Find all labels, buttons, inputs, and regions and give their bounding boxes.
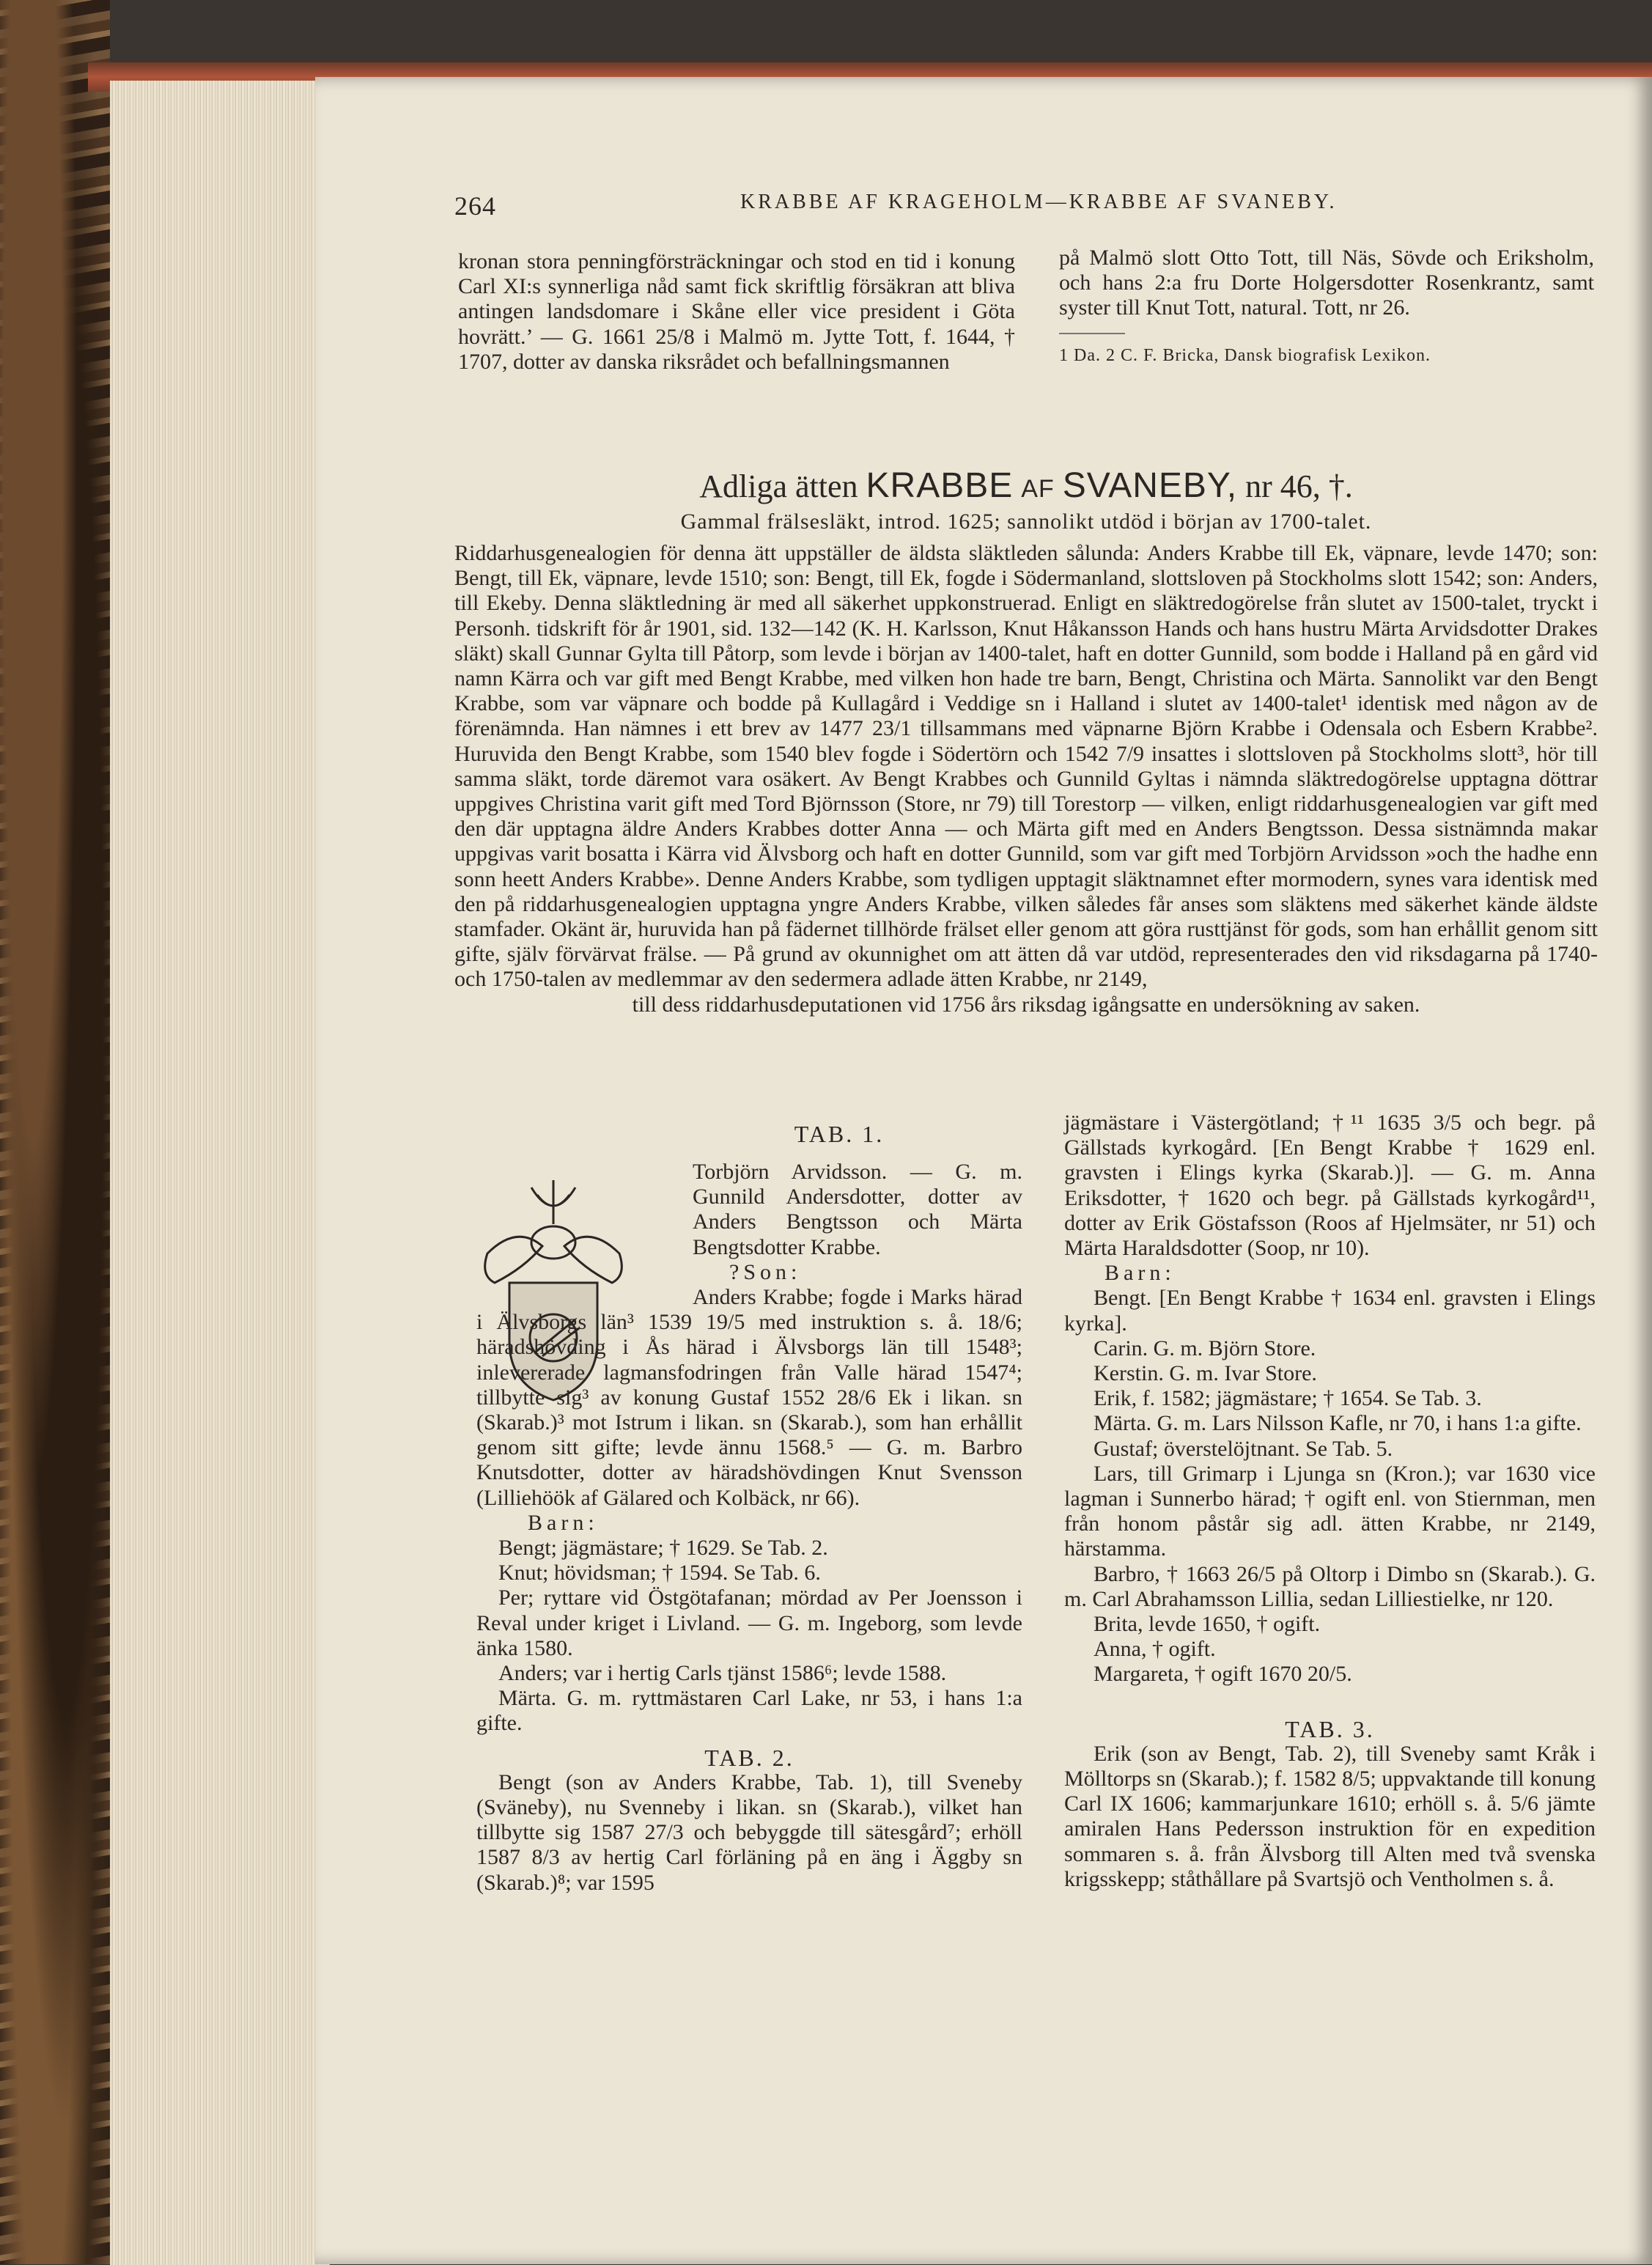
right-child-9: Brita, levde 1650, † ogift. [1094, 1612, 1321, 1637]
family-title [454, 465, 1598, 509]
tab2-intro: Bengt (son av Anders Krabbe, Tab. 1), till Sveneby (Sväneby), nu Svenneby i likan. sn (Skarab.), vilket han tillbytte sig 1587 27/3 och bebyggde till sätesgård⁷; erhöll 1587 8/3 av hertig Carl förläning på en äng i Äggby sn (Skarab.)⁸; var 1595 [476, 1769, 1022, 1895]
tab2-title: TAB. 2. [704, 1744, 794, 1771]
running-head: KRABBE AF KRAGEHOLM—KRABBE AF SVANEBY. [740, 191, 1338, 213]
tab1-anders: Anders Krabbe; fogde i Marks härad i Älvsborgs län³ 1539 19/5 med instruktion s. å. 18/6; häradshövding i Ås härad i Älvsborgs län till 1548³; inlevererade lagmansfodringen från Valle härad 1547⁴; tillbytte sig³ av konung Gustaf 1552 28/6 Ek i likan. sn (Skarab.)³ mot Istrum i likan. sn (Skarab.), som han erhållit genom sitt gifte; levde ännu 1568.⁵ — G. m. Barbro Knutsdotter, dotter av häradshövdingen Knut Svensson (Lilliehöök af Gälared och Kolbäck, nr 66). [476, 1285, 1022, 1510]
right-child-1: Bengt. [En Bengt Krabbe † 1634 enl. gravsten i Elings kyrka]. [1064, 1286, 1596, 1336]
top-left-column [458, 249, 1015, 375]
title-af: AF [1021, 475, 1055, 503]
book-binding [0, 0, 110, 2264]
family-subtitle: Gammal frälsesläkt, introd. 1625; sannolikt utdöd i början av 1700-talet. [680, 509, 1372, 534]
page-stack-edges [110, 81, 330, 2265]
tab1-son-label: ?Son: [729, 1259, 802, 1284]
top-right-text: på Malmö slott Otto Tott, till Näs, Sövde och Eriksholm, och hans 2:a fru Dorte Holgersdotter Rosenkrantz, samt syster till Knut Tott, natural. Tott, nr 26. [1059, 246, 1594, 320]
title-suffix: nr 46, †. [1245, 468, 1353, 504]
tab1-child-4: Anders; var i hertig Carls tjänst 1586⁶; levde 1588. [498, 1661, 947, 1686]
intro-paragraph [454, 541, 1598, 1017]
top-left-text: kronan stora penningförsträckningar och stod en tid i konung Carl XI:s synnerliga nåd samt fick skriftlig försäkran att bliva antingen landsdomare i Skåne eller vice president i Göta hovrätt.’ — G. 1661 25/8 i Malmö m. Jytte Tott, f. 1644, † 1707, dotter av danska riksrådet och befallningsmannen [458, 249, 1015, 374]
tab1-head-column [656, 1122, 1022, 1146]
page-number: 264 [454, 191, 496, 221]
right-child-11: Margareta, † ogift 1670 20/5. [1094, 1662, 1352, 1687]
tab1-column [476, 1160, 1022, 1896]
tab1-child-1: Bengt; jägmästare; † 1629. Se Tab. 2. [498, 1536, 828, 1561]
tab1-barn-label: Barn: [528, 1510, 599, 1535]
right-child-4: Erik, f. 1582; jägmästare; † 1654. Se Tab. 3. [1094, 1386, 1482, 1411]
right-child-3: Kerstin. G. m. Ivar Store. [1094, 1361, 1317, 1386]
title-prefix: Adliga ätten [699, 468, 858, 504]
right-child-8: Barbro, † 1663 26/5 på Oltorp i Dimbo sn (Skarab.). G. m. Carl Abrahamsson Lillia, sedan Lilliestielke, nr 120. [1064, 1561, 1596, 1611]
footnote-rule [1059, 333, 1125, 334]
right-intro: jägmästare i Västergötland; †¹¹ 1635 3/5 och begr. på Gällstads kyrkogård. [En Bengt Krabbe † 1629 enl. gravsten i Elings kyrka (Skarab.)]. — G. m. Anna Eriksdotter, † 1620 och begr. på Gällstads kyrkogård¹¹, dotter av Erik Göstafsson (Roos af Hjelmsäter, nr 51) och Märta Haraldsdotter (Soop, nr 10). [1064, 1111, 1596, 1261]
right-child-5: Märta. G. m. Lars Nilsson Kafle, nr 70, i hans 1:a gifte. [1094, 1411, 1582, 1436]
tab3-title: TAB. 3. [1285, 1715, 1375, 1742]
right-barn-label: Barn: [1105, 1261, 1176, 1286]
right-child-2: Carin. G. m. Björn Store. [1094, 1336, 1316, 1360]
title-name: KRABBE [866, 466, 1014, 505]
top-right-column [1059, 246, 1594, 368]
intro-last-line: till dess riddarhusdeputationen vid 1756 års riksdag igångsatte en undersökning av saken. [632, 992, 1420, 1017]
tab1-intro: Torbjörn Arvidsson. — G. m. Gunnild Andersdotter, dotter av Anders Bengtsson och Märta Bengtsdotter Krabbe. [693, 1160, 1022, 1259]
tab1-child-5: Märta. G. m. ryttmästaren Carl Lake, nr 53, i hans 1:a gifte. [476, 1686, 1022, 1736]
right-child-7: Lars, till Grimarp i Ljunga sn (Kron.); var 1630 vice lagman i Sunnerbo härad; † ogift enl. von Stiernman, men från honom påstår sig adl. ätten Krabbe, nr 2149, härstamma. [1064, 1461, 1596, 1561]
title-name2: SVANEBY, [1062, 466, 1238, 505]
tab3-intro: Erik (son av Bengt, Tab. 2), till Sveneby samt Kråk i Mölltorps sn (Skarab.); f. 1582 8/5; uppvaktande till konung Carl IX 1606; kammarjunkare 1610; erhöll s. å. 5/6 jämte amiralen Hans Pedersson instruktion för en expedition sommaren s. å. från Älvsborg till Alten med två svenska krigsskepp; ståthållare på Svartsjö och Ventholmen s. å. [1064, 1741, 1596, 1891]
intro-text: Riddarhusgenealogien för denna ätt uppställer de äldsta släktleden sålunda: Anders Krabbe till Ek, väpnare, levde 1470; son: Bengt, till Ek, väpnare, levde 1510; son: Bengt, till Ek, fogde i Södermanland, slottsloven på Stockholms slott 1542; son: Anders, till Ekeby. Denna släktledning är med all säkerhet uppkonstruerad. Enligt en släktredogörelse från slutet av 1500-talet, tryckt i Personh. tidskrift för år 1901, sid. 132—142 (K. H. Karlsson, Knut Håkansson Hands och hans hustru Märta Arvidsdotter Drakes släkt) skall Gunnar Gylta till Påtorp, som levde i början av 1400-talet, haft en dotter Gunnild, som bodde i Halland på en gård vid namn Kärra och var gift med Bengt Krabbe, med vilken hon hade tre barn, Bengt, Christina och Märta. Sannolikt var den Bengt Krabbe, som var väpnare och bodde på Kullagård i Veddige sn i Halland i slutet av 1400-talet¹ identisk med någon av de förenämnda. Han nämnes i ett brev av 1477 23/1 tillsammans med väpnarne Björn Krabbe i Odensala och Esbern Krabbe². Huruvida den Bengt Krabbe, som 1540 blev fogde i Södertörn och 1542 7/9 insattes i slottsloven på Stockholms slott³, hör till samma släkt, torde däremot vara osäkert. Av Bengt Krabbes och Gunnild Gyltas i nämnda släktredogörelse upptagna döttrar uppgives Christina varit gift med Tord Björnsson (Store, nr 79) till Torestorp — vilken, enligt riddarhusgenealogien var gift med den där upptagna äldre Anders Krabbes dotter Anna — och Märta gift med en Anders Bengtsson. Dessa sistnämnda makar uppgivas varit bosatta i Kärra vid Älvsborg och haft en dotter Gunnild, som var gift med Torbjörn Arvidsson »och the hadhe enn sonn heett Anders Krabbe». Denne Anders Krabbe, som tydligen upptagit släktnamnet efter mormodern, synes vara identisk med den på riddarhusgenealogien upptagna yngre Anders Krabbe, vilken således får anses som släktens med säkerhet kände äldste stamfader. Okänt är, huruvida han på fädernet tillhörde frälset eller genom att göra rusttjänst för gods, som han erhållit genom sitt gifte, själv förvärvat frälse. — På grund av okunnighet om att ätten då var utdöd, representerades den vid riksdagarna på 1740- och 1750-talen av medlemmar av den sedermera adlade ätten Krabbe, nr 2149, [454, 541, 1598, 992]
right-child-10: Anna, † ogift. [1094, 1637, 1216, 1662]
right-child-6: Gustaf; överstelöjtnant. Se Tab. 5. [1094, 1436, 1393, 1461]
right-column [1064, 1111, 1596, 1892]
tab1-child-2: Knut; hövidsman; † 1594. Se Tab. 6. [498, 1561, 821, 1586]
tab1-title: TAB. 1. [794, 1121, 885, 1147]
tab1-child-3: Per; ryttare vid Östgötafanan; mördad av Per Joensson i Reval under kriget i Livland. — G. m. Ingeborg, som levde änka 1580. [476, 1586, 1022, 1660]
footnote: 1 Da. 2 C. F. Bricka, Dansk biografisk Lexikon. [1059, 345, 1431, 365]
